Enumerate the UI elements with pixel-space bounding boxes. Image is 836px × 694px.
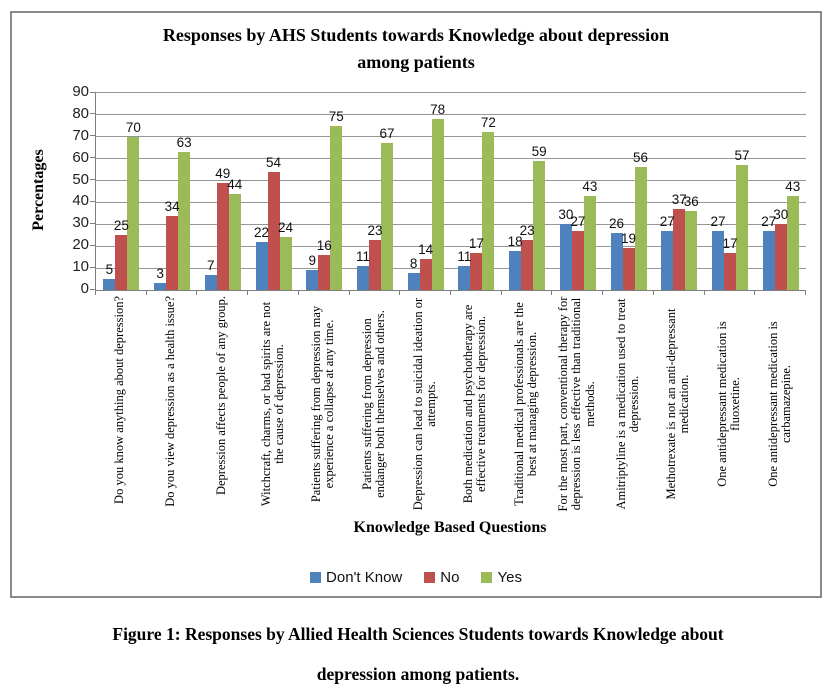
y-tick-mark [90, 201, 95, 202]
y-tick-mark [90, 179, 95, 180]
x-tick-mark [399, 290, 400, 295]
bar-group [552, 93, 603, 290]
category-label [756, 296, 804, 512]
category-label-text: Depression affects people of any group. [214, 296, 229, 496]
bar-group [705, 93, 756, 290]
bar [125, 119, 141, 290]
chart-title [12, 22, 820, 76]
category-label-text: Amitriptyline is a medication used to treat depression. [613, 298, 641, 510]
bar-value-label: 9 [308, 253, 316, 269]
bar [722, 235, 738, 290]
bar-value-label: 23 [367, 222, 383, 238]
category-label [451, 296, 499, 512]
legend-label: Yes [497, 569, 522, 586]
y-tick-label: 30 [72, 214, 89, 232]
bar-group [451, 93, 502, 290]
bar-group [197, 93, 248, 290]
legend-swatch [481, 572, 492, 583]
plot-area [95, 92, 806, 291]
category-label-text: Patients suffering from depression may experience a collapse at any time. [308, 305, 337, 503]
bar [306, 253, 318, 290]
bar-group [147, 93, 198, 290]
bar-value-label: 54 [266, 154, 282, 170]
x-tick-mark [450, 290, 451, 295]
category-label [401, 296, 449, 512]
bar-value-label: 57 [734, 148, 750, 164]
bar-value-label: 44 [227, 176, 243, 192]
legend-label: Don't Know [326, 569, 403, 586]
bar-value-label: 30 [773, 207, 789, 223]
category-label-text: Methotrexate is not an anti-depressant medication. [663, 308, 692, 500]
y-tick-label: 10 [72, 258, 89, 276]
bar [328, 108, 344, 290]
bar-value-label: 17 [468, 235, 484, 251]
bar [582, 178, 598, 290]
category-label [705, 296, 753, 512]
category-label [299, 296, 347, 512]
bar [205, 257, 217, 290]
x-tick-mark [196, 290, 197, 295]
y-tick-mark [90, 113, 95, 114]
bar-value-label: 75 [328, 108, 344, 124]
bar-value-label: 14 [418, 242, 434, 258]
bar-value-label: 36 [683, 194, 699, 210]
bar [430, 102, 446, 290]
y-tick-label: 60 [72, 148, 89, 166]
bar [773, 207, 789, 290]
bar [621, 231, 637, 290]
category-label [147, 296, 195, 512]
category-label-text: Depression can lead to suicidal ideation or attempts. [410, 297, 438, 511]
chart-title-line2: among patients [357, 52, 475, 72]
x-tick-mark [551, 290, 552, 295]
category-label [654, 296, 702, 512]
y-tick-mark [90, 92, 95, 93]
category-label-text: Traditional medical professionals are the best at managing depression. [511, 302, 540, 506]
y-tick-label: 80 [72, 104, 89, 122]
category-label-text: One antidepressant medication is carbamazepine. [765, 321, 793, 487]
figure-caption-line2: depression among patients. [316, 664, 520, 684]
bar-value-label: 7 [207, 257, 215, 273]
bar-group [654, 93, 705, 290]
figure-caption-line1: Figure 1: Responses by Allied Health Sciences Students towards Knowledge about [112, 624, 724, 644]
bar-group [400, 93, 451, 290]
legend [12, 569, 820, 586]
bar-value-label: 27 [710, 213, 726, 229]
y-tick-label: 0 [80, 280, 89, 297]
x-axis-title: Knowledge Based Questions [353, 519, 547, 536]
bar [531, 143, 547, 290]
bar [570, 213, 586, 290]
x-tick-mark [501, 290, 502, 295]
x-tick-mark [146, 290, 147, 295]
bar-value-label: 27 [761, 213, 777, 229]
bar-value-label: 56 [633, 150, 649, 166]
bar [683, 194, 699, 290]
bar [164, 198, 180, 290]
x-tick-mark [602, 290, 603, 295]
bar [278, 220, 294, 290]
bar-value-label: 26 [609, 216, 625, 232]
x-tick-mark [298, 290, 299, 295]
category-label-text: Both medication and psychotherapy are effective treatments for depression. [460, 304, 489, 504]
y-tick-mark [90, 157, 95, 158]
legend-item [481, 569, 521, 586]
bar-group [502, 93, 553, 290]
legend-item [310, 569, 402, 586]
y-tick-label: 70 [72, 126, 89, 144]
bar [457, 248, 472, 290]
bar [671, 192, 687, 290]
bar-value-label: 16 [316, 237, 332, 253]
bar [761, 213, 777, 290]
bar-value-label: 19 [621, 231, 637, 247]
bar-value-label: 37 [671, 192, 687, 208]
bar [418, 242, 434, 290]
bar-value-label: 5 [105, 262, 114, 278]
bar-value-label: 70 [125, 119, 141, 135]
category-label [502, 296, 550, 512]
bar-group [603, 93, 654, 290]
category-label-text: Do you know anything about depression? [112, 296, 127, 504]
bar [468, 235, 484, 290]
y-tick-mark [90, 223, 95, 224]
bar-value-label: 18 [507, 233, 523, 249]
legend-swatch [424, 572, 435, 583]
bar-value-label: 22 [254, 224, 270, 240]
bar-value-label: 43 [785, 178, 801, 194]
y-tick-label: 40 [72, 192, 89, 210]
bar-group [248, 93, 299, 290]
y-tick-label: 20 [72, 236, 89, 254]
legend-swatch [310, 572, 321, 583]
bar-value-label: 34 [164, 198, 180, 214]
y-tick-mark [90, 267, 95, 268]
x-tick-mark [247, 290, 248, 295]
x-tick-mark [704, 290, 705, 295]
y-tick-label: 50 [72, 170, 89, 188]
bar [507, 233, 523, 290]
bar [659, 213, 675, 290]
x-tick-mark [754, 290, 755, 295]
bar-value-label: 43 [582, 178, 598, 194]
x-tick-mark [653, 290, 654, 295]
category-label-text: Do you view depression as a health issue? [163, 296, 178, 507]
bar-group [755, 93, 806, 290]
category-label [249, 296, 297, 512]
bar-value-label: 27 [570, 213, 586, 229]
bar-value-label: 17 [722, 235, 738, 251]
chart-title-line1: Responses by AHS Students towards Knowledge about depression [162, 25, 670, 45]
chart-figure-box [10, 11, 822, 598]
bar [408, 255, 420, 291]
x-tick-mark [805, 290, 806, 295]
bar [215, 165, 231, 290]
category-label-text: Witchcraft, charms, or bad spirits are not the cause of depression. [258, 301, 286, 507]
bar [480, 115, 496, 290]
bar [367, 222, 383, 290]
bar [103, 262, 115, 290]
y-tick-mark [90, 135, 95, 136]
bar [176, 135, 192, 290]
x-tick-mark [349, 290, 350, 295]
bar [227, 176, 243, 290]
category-label [96, 296, 144, 512]
y-tick-mark [90, 245, 95, 246]
bar-value-label: 30 [558, 207, 574, 223]
bar-group [299, 93, 350, 290]
bar [254, 224, 270, 290]
bar-value-label: 23 [519, 222, 535, 238]
bar-value-label: 78 [430, 102, 446, 118]
x-tick-mark [95, 290, 96, 295]
category-label-text: For the most part, conventional therapy for depression is less effective than traditional methods. [555, 296, 597, 512]
bar [355, 248, 370, 290]
bar-group [96, 93, 147, 290]
category-label-text: Patients suffering from depression endanger both themselves and others. [359, 310, 387, 498]
bar [316, 237, 332, 290]
bar-value-label: 25 [113, 218, 129, 234]
bar [379, 126, 395, 290]
category-label [604, 296, 652, 512]
bar-value-label: 24 [278, 220, 294, 236]
category-label [350, 296, 398, 512]
category-label-text: One antidepressant medication is fluoxetine. [714, 321, 742, 487]
bar [519, 222, 535, 290]
bar [154, 266, 166, 290]
bar [558, 207, 574, 290]
bar-value-label: 59 [531, 143, 547, 159]
category-label [553, 296, 601, 512]
bar-value-label: 3 [156, 266, 164, 282]
bar [734, 148, 750, 290]
y-axis-title: Percentages [30, 149, 47, 231]
bar-value-label: 8 [409, 255, 418, 271]
category-label [198, 296, 246, 512]
legend-item [424, 569, 459, 586]
bar-value-label: 49 [215, 165, 231, 181]
bar [785, 178, 801, 290]
bar [633, 150, 649, 290]
bar-value-label: 63 [176, 135, 192, 151]
bar-group [350, 93, 401, 290]
figure-caption [0, 614, 836, 694]
bar [113, 218, 129, 290]
bar-value-label: 67 [379, 126, 395, 142]
y-tick-label: 90 [72, 83, 89, 100]
bar-value-label: 11 [457, 248, 472, 264]
legend-label: No [440, 569, 460, 586]
bar-value-label: 11 [355, 248, 370, 264]
bar-value-label: 72 [480, 115, 496, 131]
bar-value-label: 27 [659, 213, 675, 229]
